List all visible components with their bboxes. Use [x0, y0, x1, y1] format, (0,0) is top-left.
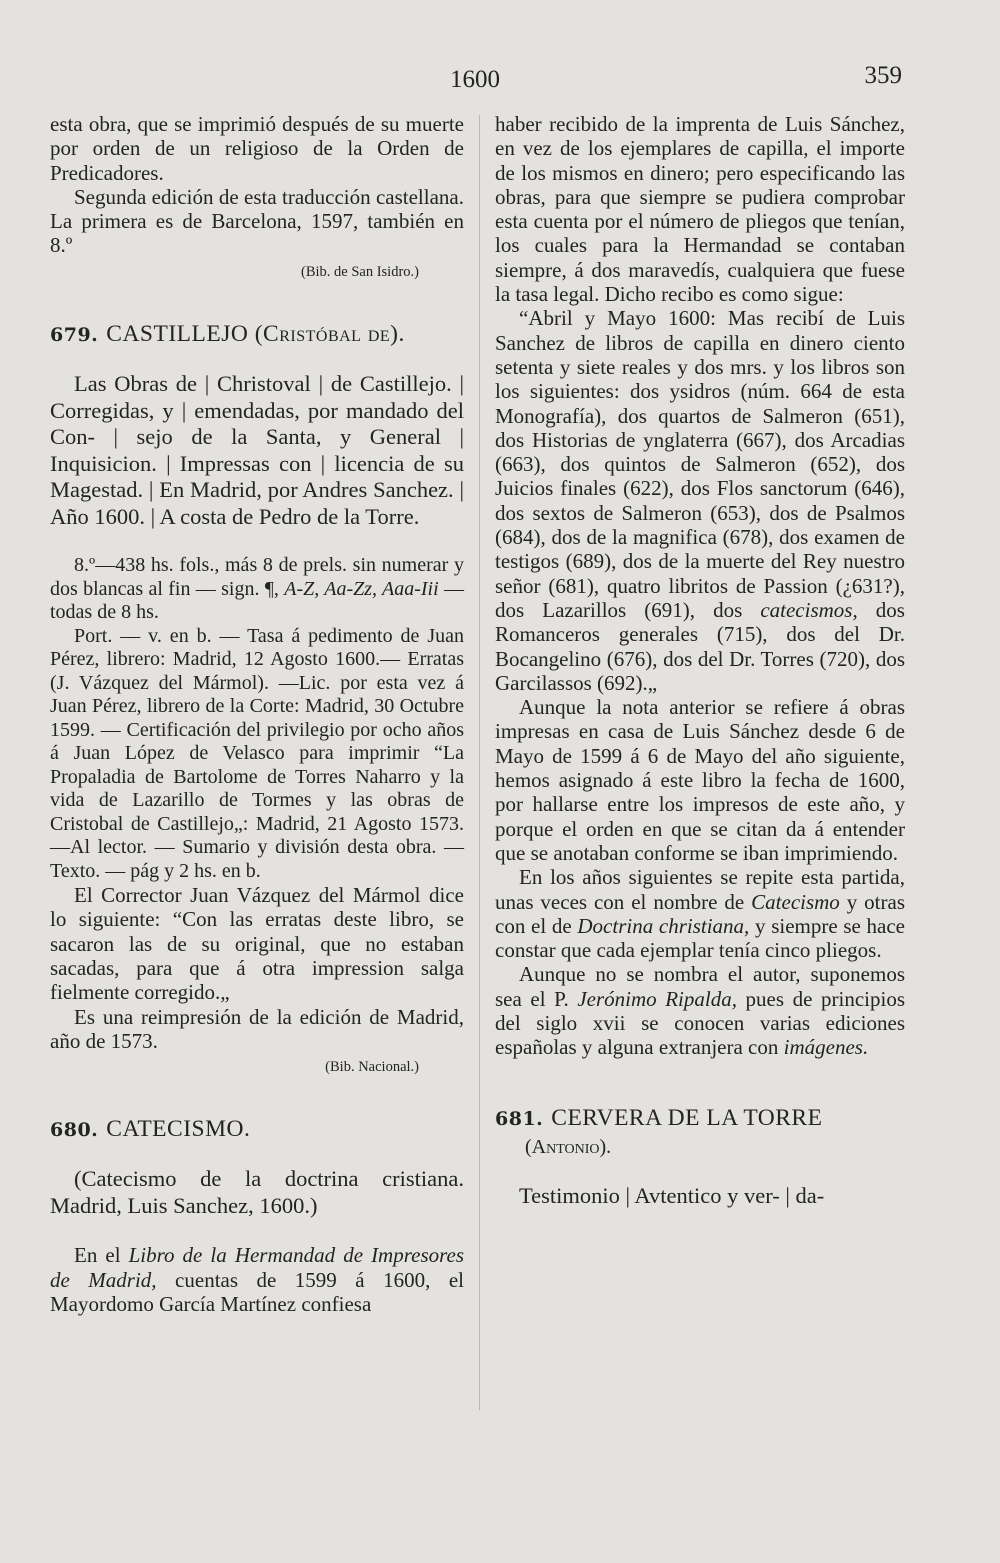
library-source: (Bib. de San Isidro.) — [301, 263, 419, 280]
entry-number: 681. — [495, 1107, 544, 1130]
paragraph-continuation: esta obra, que se imprimió después de su muerte por orden de un religioso de la Orden de Predicadores. — [50, 112, 464, 185]
entry-collation: 8.º—438 hs. fols., más 8 de prels. sin numerar y dos blancas al fin — sign. ¶, A-Z, Aa-Zz, Aaa-Iii — todas de 8 hs. — [50, 554, 465, 624]
entry-title-short: CATECISMO. — [106, 1116, 251, 1143]
right-column — [495, 112, 905, 1210]
paragraph-dating-note: Aunque la nota anterior se refiere á obras impresas en casa de Luis Sánchez desde 6 de Mayo de 1599 á 6 de Mayo del año siguiente, hemos asignado á este libro la fecha de 1600, por hallarse entre los impresos de este año, y porque el orden en que se citan da á entender que se anotaban conforme se iban imprimiendo. — [495, 695, 905, 865]
entry-title-transcription: Testimonio | Avtentico y ver- | da- — [519, 1183, 825, 1209]
library-source: (Bib. Nacional.) — [325, 1059, 419, 1076]
entry-number: 679. — [50, 323, 99, 346]
entry-title-transcription: Las Obras de | Christoval | de Castillejo. | Corregidas, y | emendadas, por mandado del Con- | sejo de la Santa, y General | Inquisicion. | Impressas con | licencia de su Magestad. | En Madrid, por Andres Sanchez. | Año 1600. | A costa de Pedro de la Torre. — [50, 371, 464, 529]
entry-contents: Port. — v. en b. — Tasa á pedimento de Juan Pérez, librero: Madrid, 12 Agosto 1600.— Erratas (J. Vázquez del Mármol). —Lic. por esta vez á Juan Pérez, librero de la Corte: Madrid, 30 Octubre 1599. — Certificación del privilegio por ocho años á Juan López de Velasco para imprimir “La Propaladia de Bartolome de Torres Naharro y la vida de Lazarillo de Tormes y las obras de Cristobal de Castillejo„: Madrid, 21 Agosto 1573.—Al lector. — Sumario y división desta obra. — Texto. — pág y 2 hs. en b. — [50, 624, 464, 882]
paragraph-continuation: haber recibido de la imprenta de Luis Sánchez, en vez de los ejemplares de capilla, el importe de los mismos en dinero; pero especificando las obras, para que siempre se pudiera comprobar esta cuenta por el número de pliegos que tenían, los cuales para la Hermandad se contaban siempre, á dos maravedís, cualquiera que fuese la tasa legal. Dicho recibo es como sigue: — [495, 112, 905, 307]
column-divider — [479, 115, 480, 1410]
entry-author: CASTILLEJO (Cristóbal de). — [106, 320, 405, 347]
running-head-year: 1600 — [450, 66, 500, 93]
entry-title-transcription: (Catecismo de la doctrina cristiana. Madrid, Luis Sanchez, 1600.) — [50, 1166, 464, 1218]
paragraph-author-attribution: Aunque no se nombra el autor, suponemos sea el P. Jerónimo Ripalda, pues de principios del siglo xvii se conocen varias ediciones españolas y alguna extranjera con imágenes. — [495, 962, 905, 1060]
quoted-receipt: “Abril y Mayo 1600: Mas recibí de Luis Sanchez de libros de capilla en dinero ciento setenta y siete reales y dos mrs. y los libros son los siguientes: dos ysidros (núm. 664 de esta Monografía), dos quartos de Salmeron (651), dos Historias de ynglaterra (667), dos Arcadias (663), dos quintos de Salmeron (652), dos Juicios finales (622), dos Flos sanctorum (646), dos sextos de Salmeron (653), dos de Psalmos (684), dos de la magnifica (678), dos examen de testigos (689), dos de la muerte del Rey nuestro señor (681), quatro libritos de Passion (¿631?), dos Lazarillos (691), dos catecismos, dos Romanceros generales (715), dos del Dr. Bocangelino (676), dos del Dr. Torres (720), dos Garcilassos (692).„ — [495, 306, 905, 695]
paragraph-hermandad: En el Libro de la Hermandad de Impresores de Madrid, cuentas de 1599 á 1600, el Mayordomo García Martínez confiesa — [50, 1243, 464, 1317]
left-column — [50, 112, 464, 1316]
page-number: 359 — [864, 62, 902, 89]
paragraph-reprint-note: Es una reimpresión de la edición de Madrid, año de 1573. — [50, 1004, 464, 1053]
entry-heading-680 — [50, 1117, 464, 1142]
entry-heading-679 — [50, 322, 464, 347]
entry-number: 680. — [50, 1119, 99, 1142]
paragraph-later-years: En los años siguientes se repite esta partida, unas veces con el nombre de Catecismo y otras con el de Doctrina christiana, y siempre se hace constar que cada ejemplar tenía cinco pliegos. — [495, 865, 906, 963]
entry-author: CERVERA DE LA TORRE — [551, 1104, 823, 1131]
paragraph-corrector: El Corrector Juan Vázquez del Mármol dice lo siguiente: “Con las erratas deste libro, se sacaron las de su original, que no estaban sacadas, para que á otra impression salga fielmente corregido.„ — [50, 883, 464, 1005]
entry-author-forename: (Antonio). — [525, 1135, 612, 1158]
entry-heading-681 — [495, 1106, 905, 1131]
paragraph-edition-note: Segunda edición de esta traducción castellana. La primera es de Barcelona, 1597, también en 8.º — [50, 184, 464, 258]
